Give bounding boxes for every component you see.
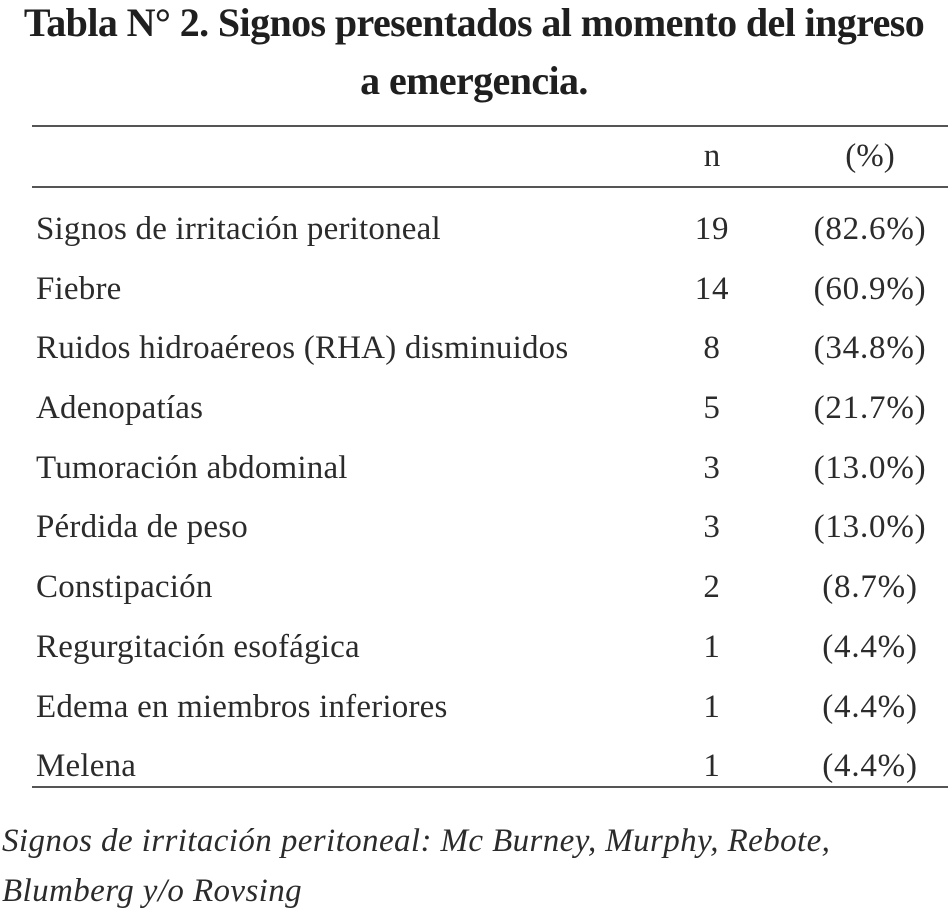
row-n: 3	[703, 509, 721, 546]
table-title-line-1: Tabla N° 2. Signos presentados al momento del ingreso	[23, 0, 925, 45]
table-header-rule	[32, 186, 948, 188]
row-label: Tumoración abdominal	[36, 449, 348, 486]
row-percent: (82.6%)	[813, 211, 927, 247]
table-top-rule	[32, 125, 948, 127]
table-title	[0, 0, 948, 110]
row-n: 14	[694, 270, 730, 307]
row-n: 2	[703, 569, 721, 606]
header-n: n	[703, 138, 721, 174]
table-row	[0, 200, 948, 260]
row-percent: (4.4%)	[822, 628, 918, 665]
row-percent: (13.0%)	[813, 449, 927, 486]
row-percent: (34.8%)	[813, 330, 927, 367]
table-footnote: Signos de irritación peritoneal: Mc Burney, Murphy, Rebote, Blumberg y/o Rovsing	[2, 823, 831, 909]
row-label: Pérdida de peso	[36, 509, 248, 546]
table-row	[0, 558, 948, 618]
table-body	[0, 200, 948, 797]
row-label: Edema en miembros inferiores	[36, 688, 448, 725]
table-row	[0, 439, 948, 499]
table-header-row	[0, 128, 948, 186]
row-label: Ruidos hidroaéreos (RHA) disminuidos	[36, 330, 569, 367]
row-percent: (21.7%)	[813, 390, 927, 427]
row-label: Fiebre	[36, 270, 122, 307]
row-percent: (4.4%)	[822, 688, 918, 725]
row-label: Regurgitación esofágica	[36, 628, 360, 665]
row-n: 19	[694, 211, 730, 247]
row-label: Adenopatías	[36, 390, 204, 427]
table-row	[0, 319, 948, 379]
table-row	[0, 498, 948, 558]
row-label: Melena	[36, 748, 137, 785]
row-label: Constipación	[36, 569, 213, 606]
table-row	[0, 678, 948, 738]
row-percent: (13.0%)	[813, 509, 927, 546]
row-n: 8	[703, 330, 721, 367]
table-row	[0, 618, 948, 678]
table-row	[0, 260, 948, 320]
table-bottom-rule	[32, 786, 948, 788]
header-percent: (%)	[845, 138, 895, 174]
table-row	[0, 379, 948, 439]
row-percent: (60.9%)	[813, 270, 927, 307]
row-n: 1	[703, 688, 721, 725]
row-n: 1	[703, 628, 721, 665]
row-n: 3	[703, 449, 721, 486]
row-label: Signos de irritación peritoneal	[36, 211, 441, 247]
table-title-line-2: a emergencia.	[360, 58, 588, 103]
row-percent: (4.4%)	[822, 748, 918, 785]
row-n: 1	[703, 748, 721, 785]
row-n: 5	[703, 390, 721, 427]
row-percent: (8.7%)	[822, 569, 918, 606]
